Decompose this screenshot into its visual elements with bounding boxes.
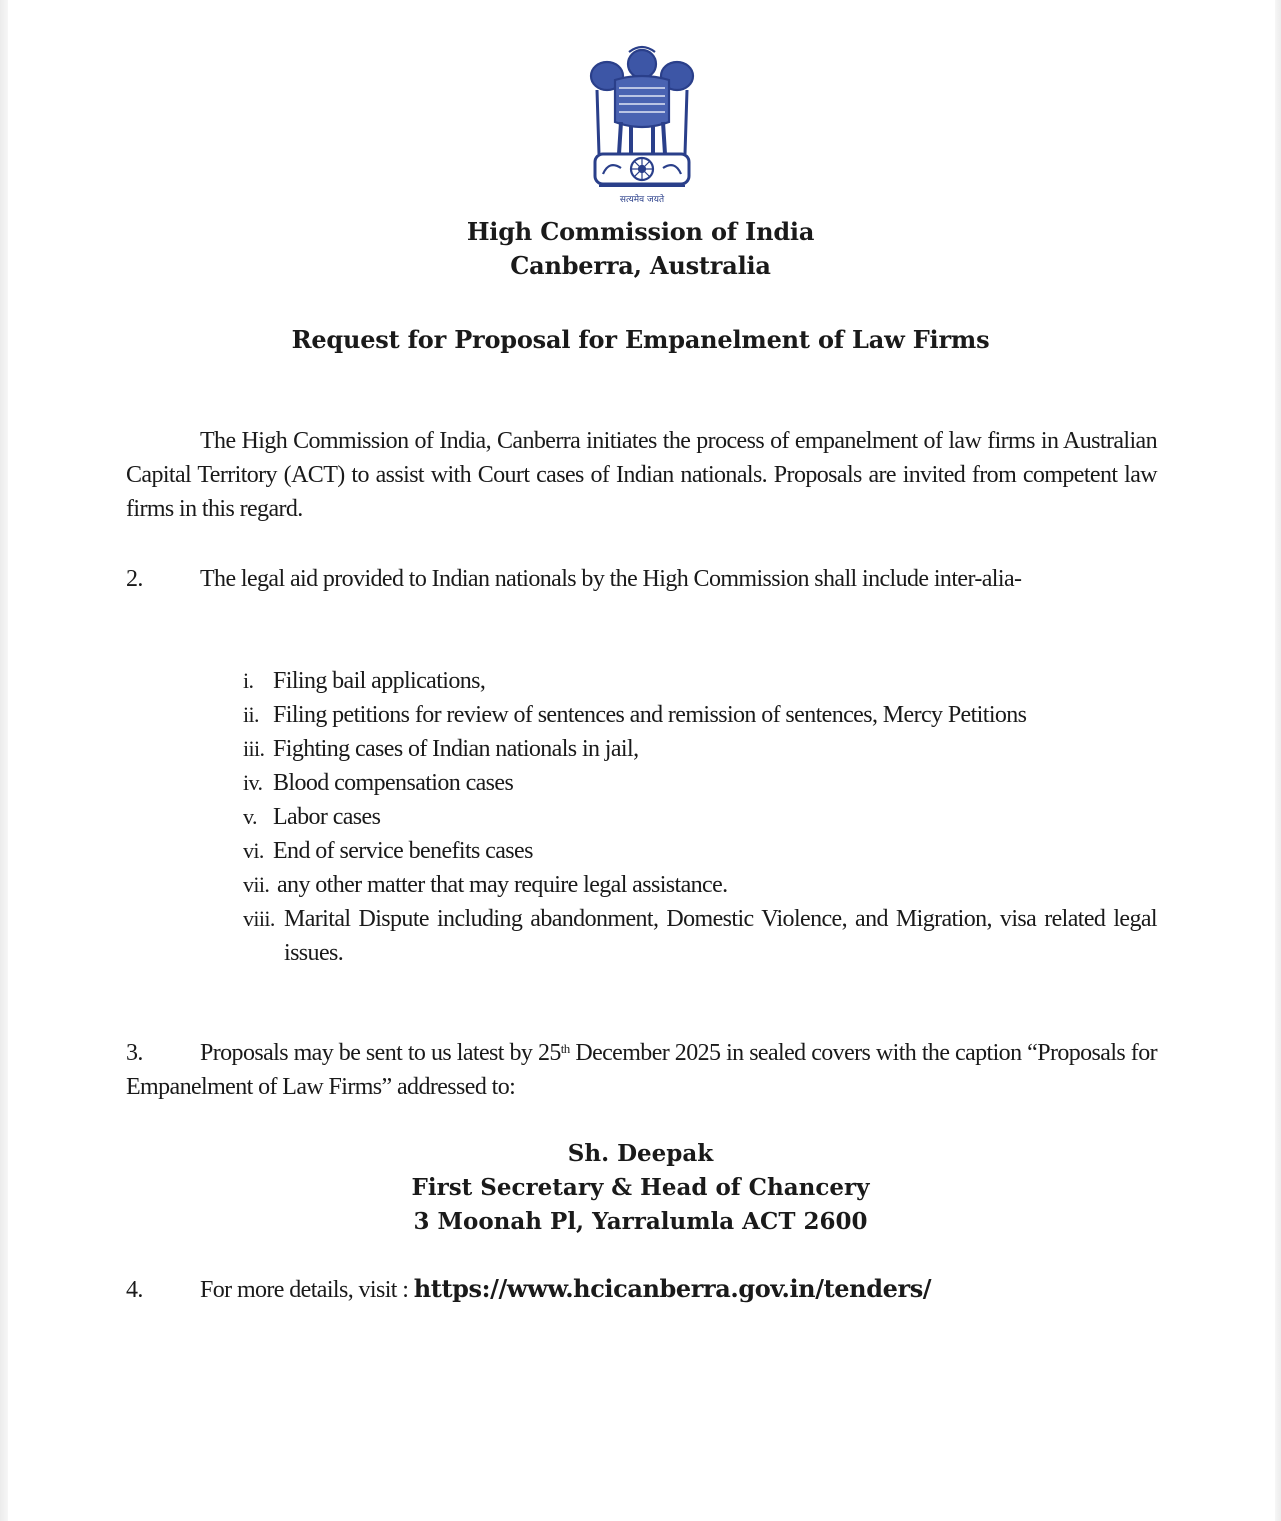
list-item xyxy=(243,868,1157,902)
list-marker: v. xyxy=(243,804,257,829)
list-item xyxy=(243,698,1157,732)
addressee-designation: First Secretary & Head of Chancery xyxy=(411,1174,870,1201)
ordinal-suffix: th xyxy=(560,1041,570,1056)
list-marker: ii. xyxy=(243,702,259,727)
section-3-text: Proposals may be sent to us latest by 25 xyxy=(200,1040,561,1066)
intro-paragraph xyxy=(126,424,1157,526)
section-number: 3. xyxy=(126,1040,143,1066)
list-item xyxy=(243,766,1157,800)
addressee-block xyxy=(0,1137,1281,1239)
tenders-link[interactable]: https://www.hcicanberra.gov.in/tenders/ xyxy=(413,1274,932,1303)
organization-name: High Commission of India xyxy=(466,217,815,246)
intro-text: The High Commission of India, Canberra initiates the process of empanelment of law firms in Australian Capital Territory (ACT) to assist with Court cases of Indian nationals. Proposals are invited from competent law firms in this regard. xyxy=(126,428,1157,522)
section-2-paragraph xyxy=(126,562,1157,596)
list-marker: viii. xyxy=(243,906,275,931)
legal-aid-list xyxy=(243,664,1157,970)
list-item xyxy=(243,664,1157,698)
list-item-text: Filing petitions for review of sentences and remission of sentences, Mercy Petitions xyxy=(273,702,1027,728)
addressee-name: Sh. Deepak xyxy=(567,1140,714,1167)
organization-location: Canberra, Australia xyxy=(510,251,771,280)
list-marker: iv. xyxy=(243,770,263,795)
list-item xyxy=(243,834,1157,868)
list-marker: iii. xyxy=(243,736,265,761)
list-item xyxy=(243,800,1157,834)
section-2-text: The legal aid provided to Indian nationals by the High Commission shall include inter-alia- xyxy=(200,566,1022,592)
list-marker: vii. xyxy=(243,872,270,897)
list-item-text: Labor cases xyxy=(273,804,381,830)
list-item-text: Marital Dispute including abandonment, Domestic Violence, and Migration, visa related legal issues. xyxy=(284,906,1157,966)
section-number: 4. xyxy=(126,1277,143,1303)
national-emblem-icon xyxy=(585,42,699,206)
list-item-text: Filing bail applications, xyxy=(273,668,486,694)
emblem-motto: सत्यमेव जयते xyxy=(619,195,665,205)
list-marker: vi. xyxy=(243,838,264,863)
list-item-text: Blood compensation cases xyxy=(273,770,514,796)
section-4-paragraph xyxy=(126,1272,1157,1307)
section-number: 2. xyxy=(126,566,143,592)
list-item-text: End of service benefits cases xyxy=(273,838,533,864)
list-item xyxy=(243,732,1157,766)
list-item xyxy=(243,902,1157,970)
section-3-paragraph xyxy=(126,1036,1157,1104)
document-title: Request for Proposal for Empanelment of Law Firms xyxy=(291,325,990,354)
list-marker: i. xyxy=(243,668,254,693)
list-item-text: Fighting cases of Indian nationals in jail, xyxy=(273,736,639,762)
list-item-text: any other matter that may require legal assistance. xyxy=(277,872,728,898)
section-4-text: For more details, visit : xyxy=(200,1277,414,1303)
section-3-text-cont: December 2025 in sealed covers with the caption “Proposals for Empanelment of Law Firms” addressed to: xyxy=(126,1040,1157,1100)
addressee-address: 3 Moonah Pl, Yarralumla ACT 2600 xyxy=(413,1208,868,1235)
